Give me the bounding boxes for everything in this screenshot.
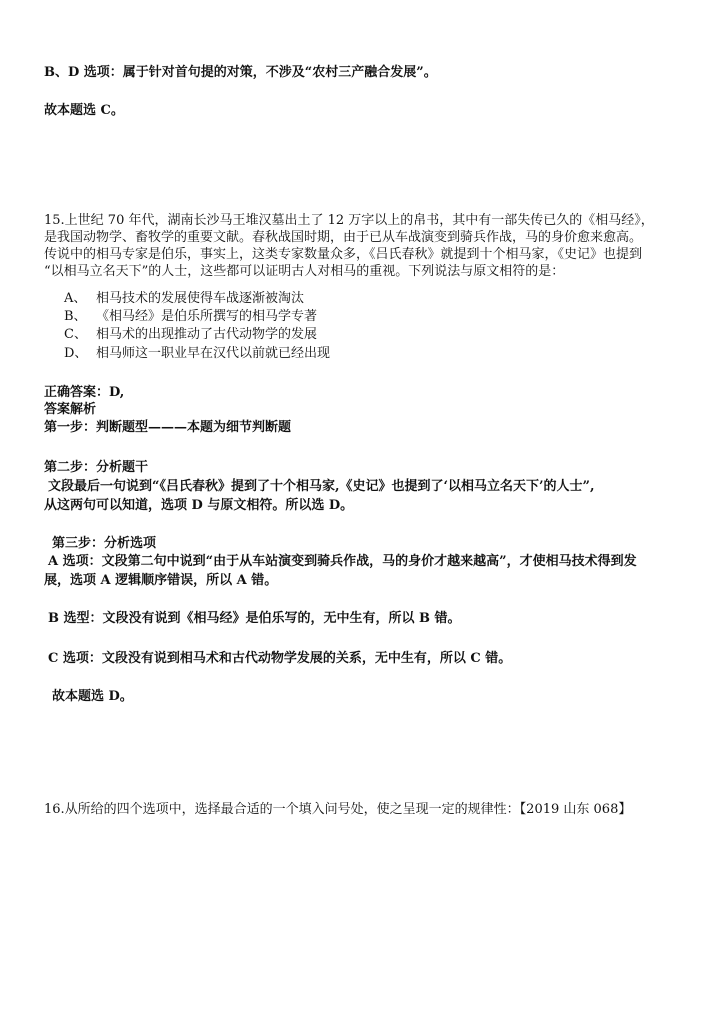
q15-step-2-title: 第二步：分析题干 <box>44 460 149 475</box>
q15-option-b <box>64 308 317 325</box>
q15-stem-line-4: “以相马立名天下”的人士，这些都可以证明古人对相马的重视。下列说法与原文相符的是： <box>44 264 565 279</box>
q15-option-c-analysis: C 选项：文段没有说到相马术和古代动物学发展的关系，无中生有，所以 C 错。 <box>48 651 512 666</box>
q15-option-b-analysis: B 选型：文段没有说到《相马经》是伯乐写的，无中生有，所以 B 错。 <box>48 611 461 626</box>
prev-conclusion: 故本题选 C。 <box>44 103 124 118</box>
q15-stem-line-1: 15.上世纪 70 年代，湖南长沙马王堆汉墓出土了 12 万字以上的帛书，其中有一部失传已久的《相马经》， <box>44 213 654 228</box>
q15-answer: 正确答案：D, <box>44 385 125 400</box>
q15-conclusion: 故本题选 D。 <box>52 689 133 704</box>
q15-step-3-title: 第三步：分析选项 <box>52 536 157 551</box>
q15-step-2-line-1: 文段最后一句说到“《吕氏春秋》提到了十个相马家,《史记》也提到了‘以相马立名天下’的人士”, <box>48 479 595 494</box>
prev-bd-analysis: B、D 选项：属于针对首句提的对策，不涉及“农村三产融合发展”。 <box>44 65 437 80</box>
option-letter: C、 <box>64 327 87 342</box>
q15-stem-line-2: 是我国动物学、畜牧学的重要文献。春秋战国时期，由于已从车战演变到骑兵作战，马的身价愈来愈高。 <box>44 230 643 245</box>
q15-option-a-analysis-line-2: 展，选项 A 逻辑顺序错误，所以 A 错。 <box>44 573 278 588</box>
q15-analysis-title: 答案解析 <box>44 402 97 417</box>
q15-option-a-analysis-line-1: A 选项：文段第二句中说到“由于从车站演变到骑兵作战，马的身价才越来越高”，才使相马技术得到发 <box>48 554 637 569</box>
option-text: 相马师这一职业早在汉代以前就已经出现 <box>96 346 331 361</box>
q15-step-2-line-2: 从这两句可以知道，选项 D 与原文相符。所以选 D。 <box>44 498 354 513</box>
option-text: 相马技术的发展使得车战逐渐被淘汰 <box>96 291 305 306</box>
q15-option-a <box>64 290 304 307</box>
q15-stem-line-3: 传说中的相马专家是伯乐，事实上，这类专家数量众多，《吕氏春秋》就提到十个相马家，《史记》也提到 <box>44 247 643 262</box>
option-text: 相马术的出现推动了古代动物学的发展 <box>96 327 318 342</box>
option-letter: A、 <box>64 291 87 306</box>
option-letter: B、 <box>64 309 87 324</box>
option-letter: D、 <box>64 346 88 361</box>
option-text: 《相马经》是伯乐所撰写的相马学专著 <box>96 309 318 324</box>
q15-option-d <box>64 345 330 362</box>
q15-step-1: 第一步：判断题型———本题为细节判断题 <box>44 420 292 435</box>
q15-option-c <box>64 326 317 343</box>
q16-stem: 16.从所给的四个选项中，选择最合适的一个填入问号处，使之呈现一定的规律性：【2019 山东 068】 <box>44 802 632 817</box>
